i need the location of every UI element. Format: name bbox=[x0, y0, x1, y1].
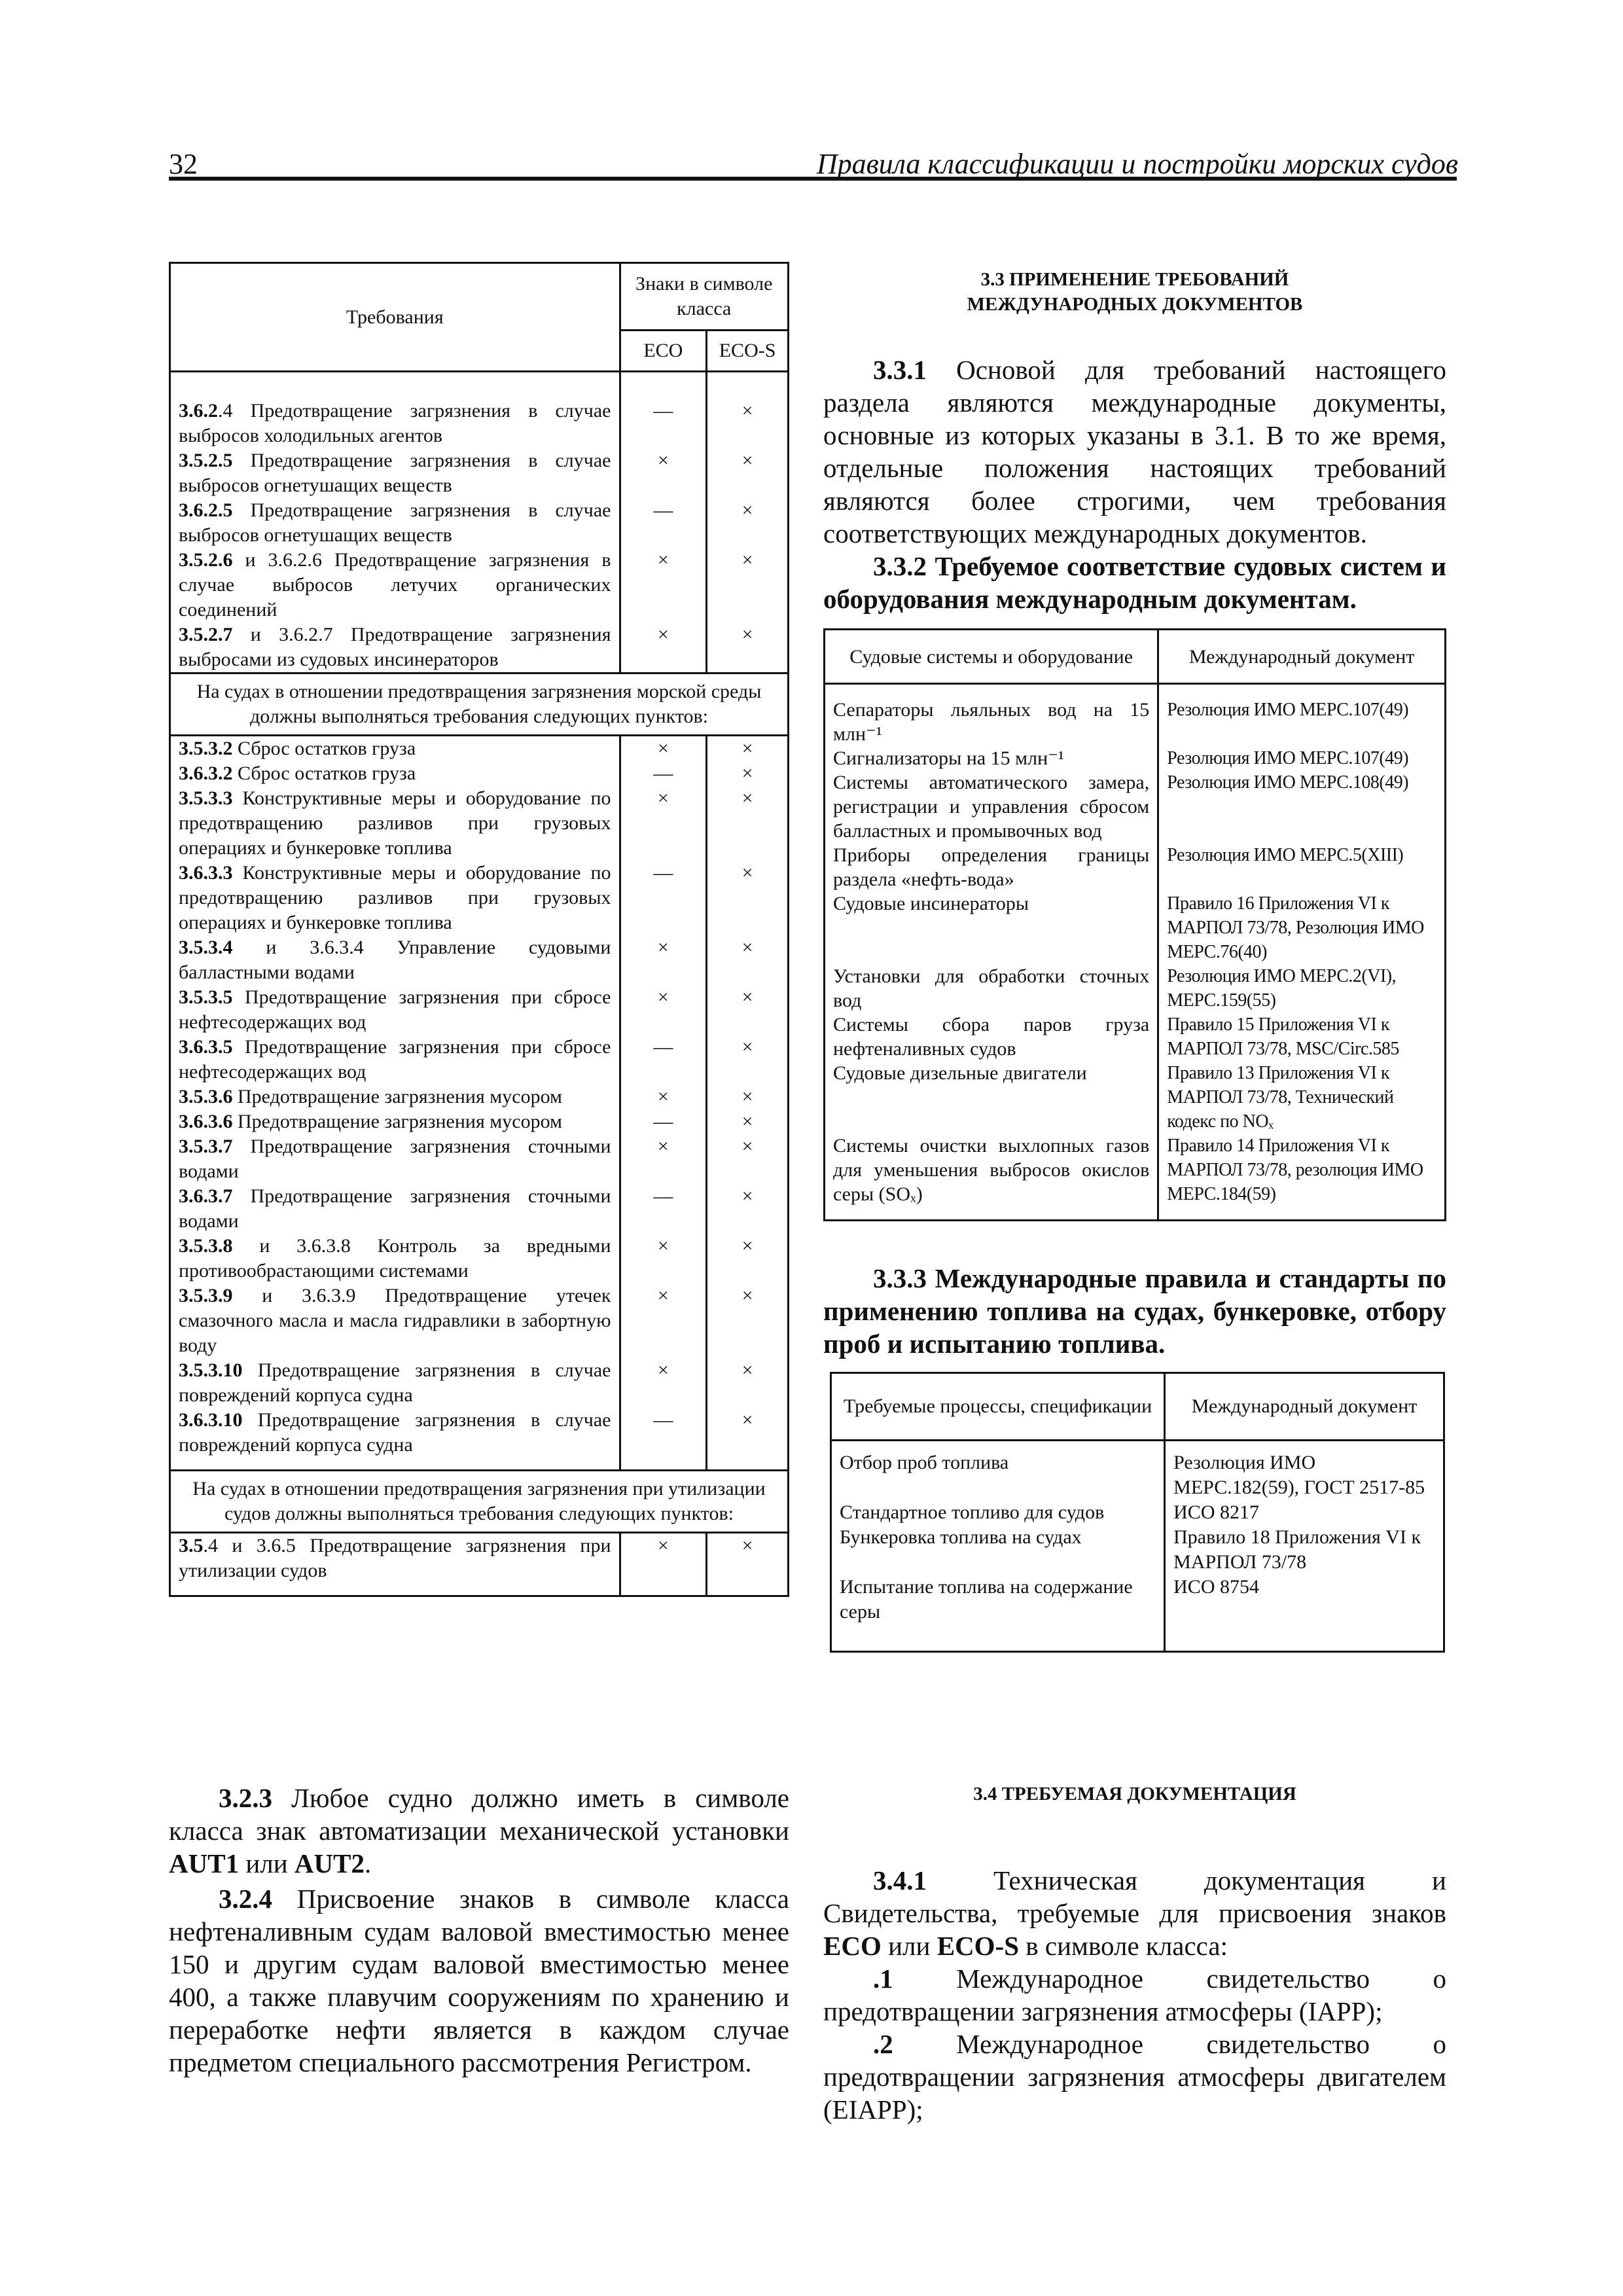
section-heading-3-4: 3.4 ТРЕБУЕМАЯ ДОКУМЕНТАЦИЯ bbox=[973, 1784, 1296, 1804]
requirement-text bbox=[170, 1109, 620, 1134]
conjunction: или bbox=[881, 1931, 937, 1961]
system-document: Правило 13 Приложения VI к МАРПОЛ 73/78, Технический кодекс по NOₓ bbox=[1158, 1061, 1446, 1134]
clause-title: и 3.6.3.9 Предотвращение утечек смазочного масла и масла гидравлики в забортную воду bbox=[179, 1285, 611, 1356]
requirements-group-sea bbox=[170, 736, 789, 1458]
requirement-text bbox=[170, 935, 620, 985]
eco-mark: — bbox=[620, 1184, 707, 1234]
requirement-row bbox=[170, 861, 789, 935]
requirement-text bbox=[170, 1408, 620, 1458]
system-name: Системы очистки выхлопных газов для уменьшения выбросов окислов серы (SOₓ) bbox=[825, 1134, 1158, 1206]
requirement-row bbox=[170, 736, 789, 762]
requirement-text bbox=[170, 736, 620, 762]
clause-title: Предотвращение загрязнения в случае повреждений корпуса судна bbox=[179, 1409, 611, 1456]
requirement-row bbox=[170, 1184, 789, 1234]
requirement-row bbox=[170, 1134, 789, 1184]
requirement-row bbox=[170, 1408, 789, 1458]
clause-title: и 3.6.3.8 Контроль за вредными противообрастающими системами bbox=[179, 1235, 611, 1282]
eco-mark: — bbox=[620, 861, 707, 935]
paragraph-3-2-3 bbox=[169, 1782, 789, 1880]
requirements-group-emissions bbox=[170, 399, 789, 673]
clause-number: 3.5.3.8 bbox=[179, 1235, 233, 1257]
clause-title: Предотвращение загрязнения при сбросе нефтесодержащих вод bbox=[179, 1036, 611, 1083]
requirement-text bbox=[170, 1134, 620, 1184]
clause-number: 3.6.2 bbox=[179, 400, 218, 422]
eco-mark: × bbox=[620, 1234, 707, 1283]
systems-table bbox=[823, 628, 1446, 1221]
ecos-mark: × bbox=[707, 1283, 789, 1358]
fuel-document: ИСО 8217 bbox=[1165, 1500, 1444, 1525]
ecos-mark: × bbox=[707, 761, 789, 786]
system-row bbox=[825, 891, 1446, 964]
system-row bbox=[825, 698, 1446, 746]
ecos-mark: × bbox=[707, 1035, 789, 1085]
ecos-mark: × bbox=[707, 448, 789, 498]
ecos-mark: × bbox=[707, 622, 789, 673]
system-document: Резолюция ИМО МЕРС.2(VI), МЕРС.159(55) bbox=[1158, 964, 1446, 1013]
requirement-row bbox=[170, 1234, 789, 1283]
requirement-text bbox=[170, 399, 620, 448]
fuel-document: ИСО 8754 bbox=[1165, 1575, 1444, 1624]
clause-title: Предотвращение загрязнения в случае выбросов огнетушащих веществ bbox=[179, 499, 611, 546]
system-document: Правило 15 Приложения VI к МАРПОЛ 73/78, MSC/Circ.585 bbox=[1158, 1013, 1446, 1061]
clause-number: 3.5.2.5 bbox=[179, 450, 233, 471]
requirement-text bbox=[170, 1085, 620, 1109]
clause-number: 3.5.3.9 bbox=[179, 1285, 233, 1306]
ecos-mark: ECO-S bbox=[936, 1931, 1020, 1961]
paragraph-text: 3.3.3 Международные правила и стандарты по применению топлива на судах, бункеровке, отбору проб и испытанию топлива. bbox=[823, 1263, 1446, 1359]
requirement-row bbox=[170, 1533, 789, 1584]
clause-title: Конструктивные меры и оборудование по предотвращению разливов при грузовых операциях и бункеровке топлива bbox=[179, 787, 611, 859]
col-document-header: Международный документ bbox=[1158, 630, 1446, 684]
col-requirements-header: Требования bbox=[170, 263, 620, 372]
requirement-text bbox=[170, 1184, 620, 1234]
ecos-mark: × bbox=[707, 1109, 789, 1134]
fuel-row bbox=[831, 1500, 1444, 1525]
heading-line: МЕЖДУНАРОДНЫХ ДОКУМЕНТОВ bbox=[967, 294, 1303, 315]
eco-mark: — bbox=[620, 1035, 707, 1085]
clause-number: 3.6.3.6 bbox=[179, 1111, 233, 1132]
system-name: Приборы определения границы раздела «нефть-вода» bbox=[825, 843, 1158, 891]
list-item-2 bbox=[823, 2028, 1446, 2126]
eco-mark: × bbox=[620, 736, 707, 762]
ecos-mark: × bbox=[707, 1184, 789, 1234]
eco-mark: — bbox=[620, 399, 707, 448]
requirement-row bbox=[170, 761, 789, 786]
paragraph-number: 3.3.1 bbox=[873, 355, 927, 385]
requirement-row bbox=[170, 1035, 789, 1085]
paragraph-3-4-1 bbox=[823, 1864, 1446, 1962]
list-item-1 bbox=[823, 1962, 1446, 2028]
col-marks-header: Знаки в символе класса bbox=[620, 263, 789, 331]
system-name: Сепараторы льяльных вод на 15 млн⁻¹ bbox=[825, 698, 1158, 746]
system-row bbox=[825, 1061, 1446, 1134]
clause-number: 3.5.3.7 bbox=[179, 1136, 233, 1157]
eco-mark: × bbox=[620, 448, 707, 498]
fuel-row bbox=[831, 1525, 1444, 1575]
eco-mark: — bbox=[620, 761, 707, 786]
requirement-row bbox=[170, 1085, 789, 1109]
requirement-text bbox=[170, 622, 620, 673]
eco-mark: × bbox=[620, 1134, 707, 1184]
eco-mark: × bbox=[620, 786, 707, 861]
system-document: Правило 14 Приложения VI к МАРПОЛ 73/78, резолюция ИМО МЕРС.184(59) bbox=[1158, 1134, 1446, 1206]
system-row bbox=[825, 964, 1446, 1013]
system-row bbox=[825, 1013, 1446, 1061]
system-document: Резолюция ИМО МЕРС.108(49) bbox=[1158, 770, 1446, 843]
system-document: Правило 16 Приложения VI к МАРПОЛ 73/78, Резолюция ИМО МЕРС.76(40) bbox=[1158, 891, 1446, 964]
eco-mark: × bbox=[620, 935, 707, 985]
clause-title: Конструктивные меры и оборудование по предотвращению разливов при грузовых операциях и бункеровке топлива bbox=[179, 862, 611, 933]
aut2-mark: AUT2 bbox=[294, 1848, 365, 1878]
fuel-rows bbox=[831, 1441, 1444, 1625]
requirement-text bbox=[170, 1234, 620, 1283]
clause-number: 3.6.3.5 bbox=[179, 1036, 233, 1058]
ecos-mark: × bbox=[707, 498, 789, 548]
section-sea-pollution: На судах в отношении предотвращения загрязнения морской среды должны выполняться требования следующих пунктов: bbox=[170, 673, 789, 736]
requirements-group-recycling bbox=[170, 1533, 789, 1584]
eco-mark: × bbox=[620, 548, 707, 622]
ecos-mark: × bbox=[707, 786, 789, 861]
ecos-mark: × bbox=[707, 1533, 789, 1584]
requirement-row bbox=[170, 1109, 789, 1134]
section-heading-3-3 bbox=[823, 267, 1446, 317]
paragraph-text: Основой для требований настоящего раздела являются международные документы, основные из которых указаны в 3.1. В то же время, отдельные положения настоящих требований являются более строгими, чем требования соответствующих международных документов. bbox=[823, 355, 1446, 548]
clause-number: 3.5.2.7 bbox=[179, 624, 233, 645]
heading-line: 3.3 ПРИМЕНЕНИЕ ТРЕБОВАНИЙ bbox=[980, 269, 1289, 290]
page-number: 32 bbox=[169, 148, 198, 180]
requirement-text bbox=[170, 1035, 620, 1085]
paragraph-text: Техническая документация и Свидетельства, требуемые для присвоения знаков bbox=[823, 1865, 1446, 1928]
eco-mark: — bbox=[620, 1408, 707, 1458]
system-name: Системы автоматического замера, регистрации и управления сбросом балластных и промывочных вод bbox=[825, 770, 1158, 843]
ecos-mark: × bbox=[707, 985, 789, 1035]
requirement-text bbox=[170, 761, 620, 786]
clause-title: Предотвращение загрязнения мусором bbox=[232, 1086, 562, 1107]
eco-mark: × bbox=[620, 1358, 707, 1408]
paragraph-3-3-2: 3.3.2 Требуемое соответствие судовых систем и оборудования международным документам. bbox=[823, 551, 1446, 614]
paragraph-text: Любое судно должно иметь в символе класса знак автоматизации механической установки bbox=[169, 1783, 789, 1846]
eco-mark: — bbox=[620, 498, 707, 548]
item-number: .1 bbox=[873, 1964, 893, 1994]
clause-number: 3.5.2.6 bbox=[179, 549, 233, 571]
clause-number: 3.6.3.3 bbox=[179, 862, 233, 884]
requirement-row bbox=[170, 498, 789, 548]
item-number: .2 bbox=[873, 2029, 893, 2059]
clause-number: 3.5.3.4 bbox=[179, 937, 233, 958]
fuel-row bbox=[831, 1441, 1444, 1501]
requirement-text bbox=[170, 498, 620, 548]
clause-number: 3.5.3.5 bbox=[179, 986, 233, 1008]
clause-title: и 3.6.3.4 Управление судовыми балластными водами bbox=[179, 937, 611, 983]
requirement-row bbox=[170, 1358, 789, 1408]
paragraph-number: 3.2.3 bbox=[219, 1783, 272, 1813]
clause-number: 3.5.3.2 bbox=[179, 738, 233, 759]
clause-number: 3.6.3.7 bbox=[179, 1185, 233, 1207]
col-ecos-header: ECO-S bbox=[707, 331, 789, 372]
ecos-mark: × bbox=[707, 935, 789, 985]
clause-number: 3.5 bbox=[179, 1535, 204, 1556]
system-name: Судовые дизельные двигатели bbox=[825, 1061, 1158, 1134]
requirement-text bbox=[170, 1533, 620, 1584]
paragraph-3-3-1 bbox=[823, 353, 1446, 550]
system-name: Системы сбора паров груза нефтеналивных судов bbox=[825, 1013, 1158, 1061]
header-rule bbox=[169, 177, 1457, 181]
clause-title: Сброс остатков груза bbox=[232, 738, 416, 759]
requirement-row bbox=[170, 935, 789, 985]
requirement-text bbox=[170, 1358, 620, 1408]
ecos-mark: × bbox=[707, 399, 789, 448]
requirement-text bbox=[170, 448, 620, 498]
systems-rows bbox=[825, 698, 1446, 1206]
paragraph-text: Присвоение знаков в символе класса нефтеналивным судам валовой вместимостью менее 150 и другим судам валовой вместимостью менее 400, а также плавучим сооружениям по хранению и переработке нефти является в каждом случае предметом специального рассмотрения Регистром. bbox=[169, 1884, 789, 2077]
ecos-mark: × bbox=[707, 736, 789, 762]
clause-number: 3.6.3.10 bbox=[179, 1409, 243, 1431]
ecos-mark: × bbox=[707, 1358, 789, 1408]
ecos-mark: × bbox=[707, 1134, 789, 1184]
requirement-row bbox=[170, 985, 789, 1035]
fuel-process: Отбор проб топлива bbox=[831, 1441, 1165, 1501]
clause-number: 3.5.3.3 bbox=[179, 787, 233, 809]
eco-mark: × bbox=[620, 1533, 707, 1584]
clause-title: и 3.6.2.7 Предотвращение загрязнения выбросами из судовых инсинераторов bbox=[179, 624, 611, 670]
eco-mark: ECO bbox=[823, 1931, 882, 1961]
eco-mark: — bbox=[620, 1109, 707, 1134]
clause-number: 3.6.2.5 bbox=[179, 499, 233, 521]
requirement-row bbox=[170, 399, 789, 448]
fuel-process: Стандартное топливо для судов bbox=[831, 1500, 1165, 1525]
fuel-process: Бункеровка топлива на судах bbox=[831, 1525, 1165, 1575]
ecos-mark: × bbox=[707, 1234, 789, 1283]
fuel-row bbox=[831, 1575, 1444, 1624]
running-title: Правила классификации и постройки морских судов bbox=[816, 148, 1458, 180]
item-text: Международное свидетельство о предотвращении загрязнения атмосферы (IAPP); bbox=[823, 1964, 1446, 2026]
eco-mark: × bbox=[620, 1283, 707, 1358]
fuel-process: Испытание топлива на содержание серы bbox=[831, 1575, 1165, 1624]
col-document-header: Международный документ bbox=[1165, 1373, 1444, 1441]
requirement-row bbox=[170, 1283, 789, 1358]
clause-number: 3.5.3.6 bbox=[179, 1086, 233, 1107]
system-document: Резолюция ИМО МЕРС.5(XIII) bbox=[1158, 843, 1446, 891]
system-document: Резолюция ИМО МЕРС.107(49) bbox=[1158, 698, 1446, 746]
section-recycling: На судах в отношении предотвращения загрязнения при утилизации судов должны выполняться требования следующих пунктов: bbox=[170, 1471, 789, 1533]
clause-title: .4 и 3.6.5 Предотвращение загрязнения при утилизации судов bbox=[179, 1535, 611, 1581]
clause-title: Предотвращение загрязнения сточными водами bbox=[179, 1185, 611, 1232]
system-row bbox=[825, 770, 1446, 843]
system-name: Судовые инсинераторы bbox=[825, 891, 1158, 964]
system-name: Установки для обработки сточных вод bbox=[825, 964, 1158, 1013]
fuel-document: Правило 18 Приложения VI к МАРПОЛ 73/78 bbox=[1165, 1525, 1444, 1575]
clause-title: Предотвращение загрязнения в случае повреждений корпуса судна bbox=[179, 1359, 611, 1406]
clause-number: 3.6.3.2 bbox=[179, 762, 233, 784]
period: . bbox=[365, 1848, 372, 1878]
conjunction: или bbox=[239, 1848, 294, 1878]
requirement-text bbox=[170, 786, 620, 861]
requirement-row bbox=[170, 786, 789, 861]
system-row bbox=[825, 746, 1446, 770]
fuel-document: Резолюция ИМО МЕРС.182(59), ГОСТ 2517-85 bbox=[1165, 1441, 1444, 1501]
clause-title: Сброс остатков груза bbox=[232, 762, 416, 784]
ecos-mark: × bbox=[707, 1408, 789, 1458]
requirement-text bbox=[170, 861, 620, 935]
paragraph-3-3-3 bbox=[823, 1262, 1446, 1360]
fuel-table bbox=[830, 1372, 1445, 1653]
eco-mark: × bbox=[620, 622, 707, 673]
paragraph-3-2-4 bbox=[169, 1882, 789, 2079]
requirement-row bbox=[170, 622, 789, 673]
paragraph-number: 3.2.4 bbox=[219, 1884, 272, 1914]
right-text-block-top bbox=[823, 353, 1446, 615]
requirement-row bbox=[170, 448, 789, 498]
col-eco-header: ECO bbox=[620, 331, 707, 372]
clause-title: .4 Предотвращение загрязнения в случае выбросов холодильных агентов bbox=[179, 400, 611, 446]
requirement-row bbox=[170, 548, 789, 622]
clause-title: Предотвращение загрязнения в случае выбросов огнетушащих веществ bbox=[179, 450, 611, 496]
col-process-header: Требуемые процессы, спецификации bbox=[831, 1373, 1165, 1441]
ecos-mark: × bbox=[707, 861, 789, 935]
system-name: Сигнализаторы на 15 млн⁻¹ bbox=[825, 746, 1158, 770]
eco-mark: × bbox=[620, 1085, 707, 1109]
col-systems-header: Судовые системы и оборудование bbox=[825, 630, 1158, 684]
paragraph-number: 3.4.1 bbox=[873, 1865, 927, 1895]
requirement-text bbox=[170, 548, 620, 622]
clause-number: 3.5.3.10 bbox=[179, 1359, 243, 1381]
system-document: Резолюция ИМО МЕРС.107(49) bbox=[1158, 746, 1446, 770]
requirement-text bbox=[170, 985, 620, 1035]
requirements-table bbox=[169, 262, 789, 1597]
system-row bbox=[825, 1134, 1446, 1206]
ecos-mark: × bbox=[707, 548, 789, 622]
system-row bbox=[825, 843, 1446, 891]
eco-mark: × bbox=[620, 985, 707, 1035]
item-text: Международное свидетельство о предотвращении загрязнения атмосферы двигателем (EIAPP); bbox=[823, 2029, 1446, 2125]
requirement-text bbox=[170, 1283, 620, 1358]
left-text-block bbox=[169, 1782, 789, 2079]
ecos-mark: × bbox=[707, 1085, 789, 1109]
right-text-block-bottom bbox=[823, 1864, 1446, 2126]
aut1-mark: AUT1 bbox=[169, 1848, 240, 1878]
clause-title: и 3.6.2.6 Предотвращение загрязнения в случае выбросов летучих органических соединений bbox=[179, 549, 611, 620]
clause-title: Предотвращение загрязнения при сбросе нефтесодержащих вод bbox=[179, 986, 611, 1033]
clause-title: Предотвращение загрязнения сточными водами bbox=[179, 1136, 611, 1182]
paragraph-text: в символе класса: bbox=[1019, 1931, 1228, 1961]
clause-title: Предотвращение загрязнения мусором bbox=[232, 1111, 562, 1132]
